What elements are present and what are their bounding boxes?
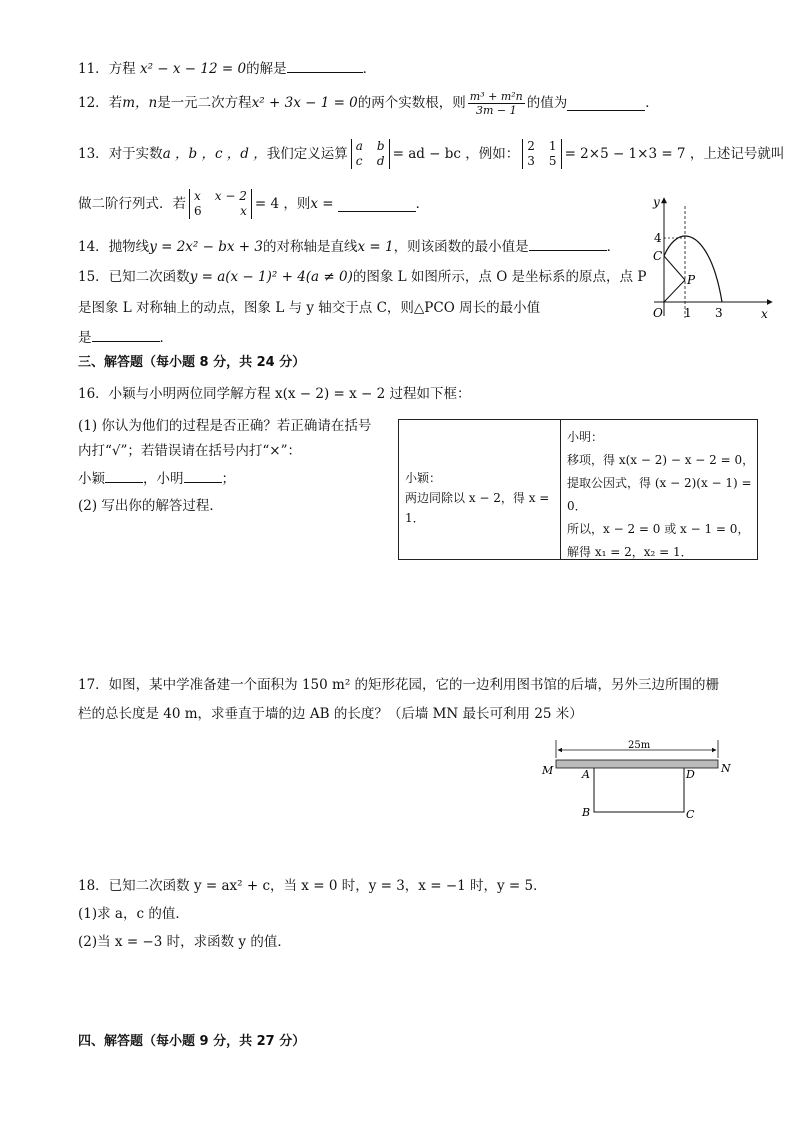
q15-answer-blank[interactable] <box>92 327 160 342</box>
question-16-part2: (2) 写出你的解答过程． <box>78 498 223 514</box>
section-4-heading: 四、解答题（每小题 9 分，共 27 分） <box>78 1034 306 1049</box>
library-wall <box>556 760 718 768</box>
svg-text:N: N <box>721 762 731 775</box>
label-O: O <box>653 306 663 320</box>
q12-fraction: $\frac{\text{m³ + m²n}}{3m - 1}$ <box>469 89 523 117</box>
xiaoming-solution: 小明： 移项，得 x(x − 2) − x − 2 = 0， 提取公因式，得 (x − 2)(x − 1) = 0． 所以，x − 2 = 0 或 x − 1 = 0， 解得 x₁ = 2，x₂ = 1． <box>567 430 755 559</box>
question-15-line3: 是 ． <box>78 327 173 348</box>
label-x: x <box>761 307 768 321</box>
section-3-heading: 三、解答题（每小题 8 分，共 24 分） <box>78 355 306 370</box>
svg-text:B: B <box>582 806 591 819</box>
question-16-part1-b: 内打“√”；若错误请在括号内打“×”： <box>78 443 302 459</box>
svg-text:25m: 25m <box>628 740 651 751</box>
question-13: 13． 对于实数 a ，b ，c ，d ， 我们定义运算 a b c d = ad − bc ， 例如： 2 1 3 5 = 2×5 − 1×3 = 7 ，上述记号就叫 <box>78 139 785 168</box>
svg-text:A: A <box>582 768 590 781</box>
question-13-line2: 做二阶行列式．若 x x − 2 6 x = 4 ，则 x = ． <box>78 189 430 218</box>
question-15: 15．已知二次函数y = a(x − 1)² + 4(a ≠ 0)的图象 L 如图所示，点 O 是坐标系的原点，点 P <box>78 269 647 285</box>
q13-answer-blank[interactable] <box>338 197 416 212</box>
q16-xiaoming-blank[interactable] <box>184 468 222 483</box>
question-16: 16．小颖与小明两位同学解方程 x(x − 2) = x − 2 过程如下框： <box>78 386 471 402</box>
label-4: 4 <box>654 231 662 245</box>
question-17: 17．如图，某中学准备建一个面积为 150 m² 的矩形花园，它的一边利用图书馆的后墙，另外三边所围的栅 <box>78 677 720 693</box>
q14-answer-blank[interactable] <box>529 236 607 251</box>
question-12: 12． 若 m，n 是一元二次方程 x² + 3x − 1 = 0 的两个实数根，则 $\frac{\text{m³ + m²n}}{3m - 1}$ 的值为 ． <box>78 89 659 117</box>
question-14: 14．抛物线y = 2x² − bx + 3的对称轴是直线x = 1，则该函数的最小值是 ． <box>78 236 620 257</box>
q15-parabola-graph <box>626 192 776 324</box>
segment-CP <box>664 256 685 280</box>
svg-text:M: M <box>542 764 554 777</box>
question-15-line2: 是图象 L 对称轴上的动点，图象 L 与 y 轴交于点 C，则△PCO 周长的最小值 <box>78 300 541 316</box>
question-18-part2: (2)当 x = −3 时，求函数 y 的值． <box>78 934 291 950</box>
label-C: C <box>653 249 663 263</box>
q12-answer-blank[interactable] <box>567 96 645 111</box>
svg-text:C: C <box>686 808 695 821</box>
q13-determinant-question: x x − 2 6 x <box>189 189 252 219</box>
question-16-part1-c: 小颖 ，小明 ； <box>78 468 235 489</box>
fence <box>594 768 684 812</box>
xiaoying-solution: 小颖： 两边同除以 x − 2，得 x = 1． <box>399 420 561 559</box>
q16-solution-table <box>398 419 758 560</box>
q12-equation: x² + 3x − 1 = 0 <box>251 95 358 111</box>
q13-determinant-example: 2 1 3 5 <box>522 139 561 169</box>
parabola-curve-fix <box>664 236 722 302</box>
q11-answer-blank[interactable] <box>287 58 363 73</box>
segment-OP <box>664 280 685 302</box>
label-y: y <box>653 195 660 209</box>
q11-equation: x² − x − 12 = 0 <box>139 61 247 77</box>
question-18: 18．已知二次函数 y = ax² + c，当 x = 0 时，y = 3，x = −1 时，y = 5． <box>78 878 547 894</box>
label-1: 1 <box>684 306 692 320</box>
q16-xiaoying-blank[interactable] <box>105 468 143 483</box>
question-17-line2: 栏的总长度是 40 m，求垂直于墙的边 AB 的长度？（后墙 MN 最长可利用 25 米） <box>78 706 583 722</box>
question-11: 11．方程 x² − x − 12 = 0的解是 ． <box>78 58 376 79</box>
q13-determinant-definition: a b c d <box>351 139 390 169</box>
label-P: P <box>687 273 696 287</box>
question-16-part1-a: (1) 你认为他们的过程是否正确？若正确请在括号 <box>78 418 372 434</box>
svg-text:D: D <box>686 768 695 781</box>
q17-garden-figure <box>538 738 738 824</box>
label-3: 3 <box>715 306 723 320</box>
question-18-part1: (1)求 a，c 的值． <box>78 906 189 922</box>
